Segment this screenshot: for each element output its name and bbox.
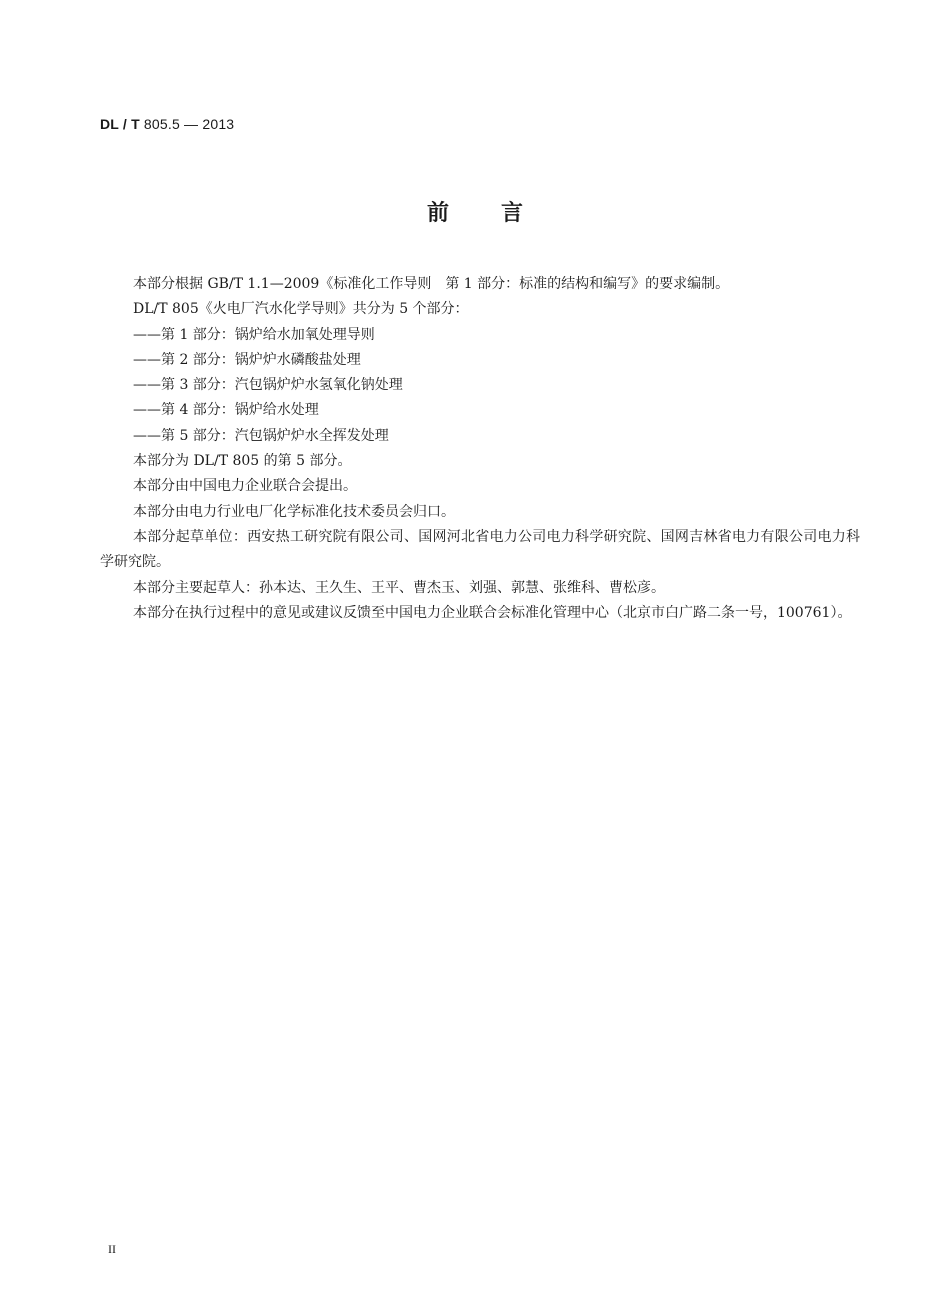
list-item-part-4: ——第 4 部分：锅炉给水处理 (133, 402, 319, 419)
page-number: II (108, 1242, 116, 1256)
document-code-number: 805.5 — 2013 (139, 116, 235, 132)
paragraph-basis: 本部分根据 GB/T 1.1—2009《标准化工作导则 第 1 部分：标准的结构和编写》的要求编制。 (133, 276, 730, 292)
list-item-part-1: ——第 1 部分：锅炉给水加氧处理导则 (133, 326, 375, 343)
paragraph-drafting-units: 本部分起草单位：西安热工研究院有限公司、国网河北省电力公司电力科学研究院、国网吉林省电力有限公司电力科学研究院。 (100, 528, 860, 571)
paragraph-proposed-by: 本部分由中国电力企业联合会提出。 (133, 478, 357, 495)
paragraph-parts-intro: DL/T 805《火电厂汽水化学导则》共分为 5 个部分： (133, 301, 469, 318)
paragraph-this-part: 本部分为 DL/T 805 的第 5 部分。 (133, 453, 352, 470)
paragraph-feedback: 本部分在执行过程中的意见或建议反馈至中国电力企业联合会标准化管理中心（北京市白广路二条一号，100761）。 (133, 604, 852, 621)
document-code (100, 116, 234, 132)
list-item-part-5: ——第 5 部分：汽包锅炉炉水全挥发处理 (133, 427, 389, 444)
page-title-char-2: 言 (501, 201, 524, 226)
paragraph-drafters: 本部分主要起草人：孙本达、王久生、王平、曹杰玉、刘强、郭慧、张维科、曹松彦。 (133, 579, 665, 596)
document-code-prefix: DL / T (100, 116, 140, 132)
page-title-char-1: 前 (426, 201, 449, 226)
list-item-part-2: ——第 2 部分：锅炉炉水磷酸盐处理 (133, 351, 361, 368)
foreword-body (100, 272, 860, 626)
paragraph-centralized-by: 本部分由电力行业电厂化学标准化技术委员会归口。 (133, 503, 455, 520)
list-item-part-3: ——第 3 部分：汽包锅炉炉水氢氧化钠处理 (133, 377, 403, 394)
page-title (0, 196, 950, 227)
